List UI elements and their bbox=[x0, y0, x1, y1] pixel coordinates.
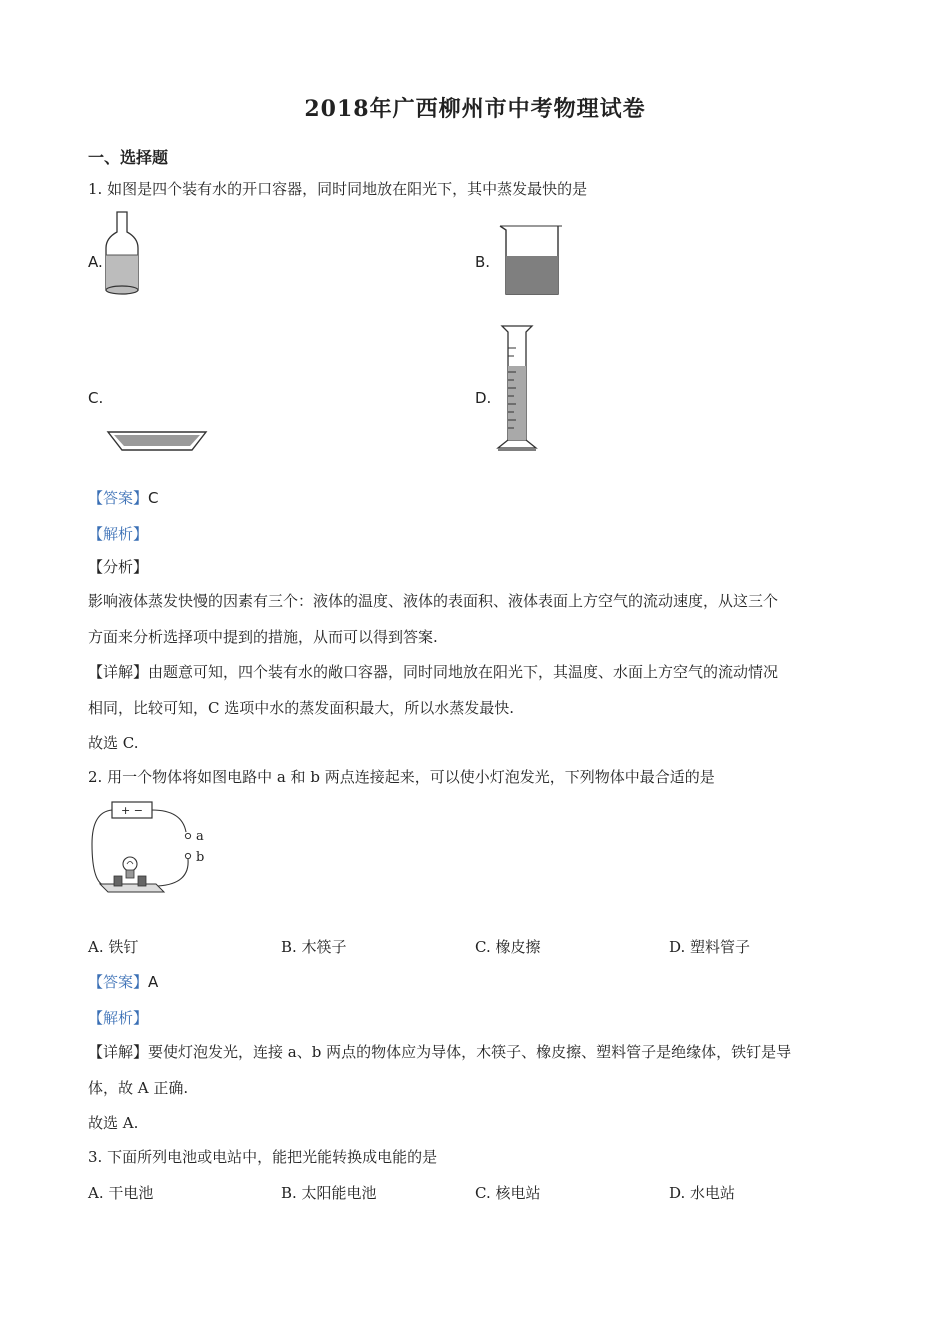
q1-fenxi-line1: 影响液体蒸发快慢的因素有三个：液体的温度、液体的表面积、液体表面上方空气的流动速度，从这三个 bbox=[88, 592, 779, 610]
q2-detail-tag: 【详解】 bbox=[88, 1043, 149, 1061]
q2-option-d: D. 塑料管子 bbox=[669, 938, 751, 956]
q1-conclusion: 故选 C. bbox=[88, 734, 139, 752]
beaker-figure bbox=[498, 222, 564, 298]
q3-stem: 3. 下面所列电池或电站中，能把光能转换成电能的是 bbox=[88, 1148, 438, 1166]
q1-answer bbox=[88, 487, 159, 508]
page-title: 2018年广西柳州市中考物理试卷 bbox=[304, 96, 646, 122]
q1-answer-tag: 【答案】 bbox=[88, 489, 149, 507]
q2-conclusion: 故选 A. bbox=[88, 1114, 139, 1132]
q1-option-c-label: C. bbox=[88, 389, 104, 407]
q1-option-a-label: A. bbox=[88, 253, 103, 271]
q1-detail-text1: 由题意可知，四个装有水的敞口容器，同时同地放在阳光下，其温度、水面上方空气的流动情况 bbox=[148, 663, 779, 681]
q1-analysis-tag: 【解析】 bbox=[88, 525, 149, 543]
q2-detail-line2: 体，故 A 正确. bbox=[88, 1079, 189, 1097]
cylinder-figure bbox=[494, 322, 542, 454]
q2-analysis-tag: 【解析】 bbox=[88, 1009, 149, 1027]
bottle-figure bbox=[102, 210, 142, 298]
q3-option-c: C. 核电站 bbox=[475, 1184, 541, 1202]
q2-option-b: B. 木筷子 bbox=[281, 938, 347, 956]
q2-answer bbox=[88, 971, 158, 992]
q1-detail-tag: 【详解】 bbox=[88, 663, 149, 681]
q3-option-d: D. 水电站 bbox=[669, 1184, 736, 1202]
q2-option-c: C. 橡皮擦 bbox=[475, 938, 541, 956]
dish-figure bbox=[106, 428, 208, 454]
section-heading: 一、选择题 bbox=[88, 148, 169, 167]
q1-stem: 1. 如图是四个装有水的开口容器，同时同地放在阳光下，其中蒸发最快的是 bbox=[88, 180, 588, 198]
q2-detail-text1: 要使灯泡发光，连接 a、b 两点的物体应为导体，木筷子、橡皮擦、塑料管子是绝缘体，铁钉是导 bbox=[148, 1043, 792, 1061]
q1-option-d-label: D. bbox=[475, 389, 492, 407]
battery-sign: + − bbox=[121, 804, 143, 817]
terminal-a-label: a bbox=[196, 829, 204, 844]
q1-option-b-label: B. bbox=[475, 253, 491, 271]
q2-stem: 2. 用一个物体将如图电路中 a 和 b 两点连接起来，可以使小灯泡发光，下列物体中最合适的是 bbox=[88, 768, 715, 786]
q3-option-b: B. 太阳能电池 bbox=[281, 1184, 377, 1202]
q1-detail-line2: 相同，比较可知，C 选项中水的蒸发面积最大，所以水蒸发最快. bbox=[88, 699, 515, 717]
q2-answer-tag: 【答案】 bbox=[88, 973, 149, 991]
q3-option-a: A. 干电池 bbox=[88, 1184, 154, 1202]
circuit-figure bbox=[86, 798, 216, 898]
q1-fenxi-line2: 方面来分析选择项中提到的措施，从而可以得到答案. bbox=[88, 628, 438, 646]
q2-answer-value: A bbox=[148, 973, 159, 991]
q1-answer-value: C bbox=[148, 489, 159, 507]
q1-fenxi-tag: 【分析】 bbox=[88, 558, 149, 576]
q2-option-a: A. 铁钉 bbox=[88, 938, 139, 956]
q2-detail-line1 bbox=[88, 1041, 791, 1062]
q1-detail-line1 bbox=[88, 661, 778, 682]
terminal-b-label: b bbox=[196, 850, 205, 865]
